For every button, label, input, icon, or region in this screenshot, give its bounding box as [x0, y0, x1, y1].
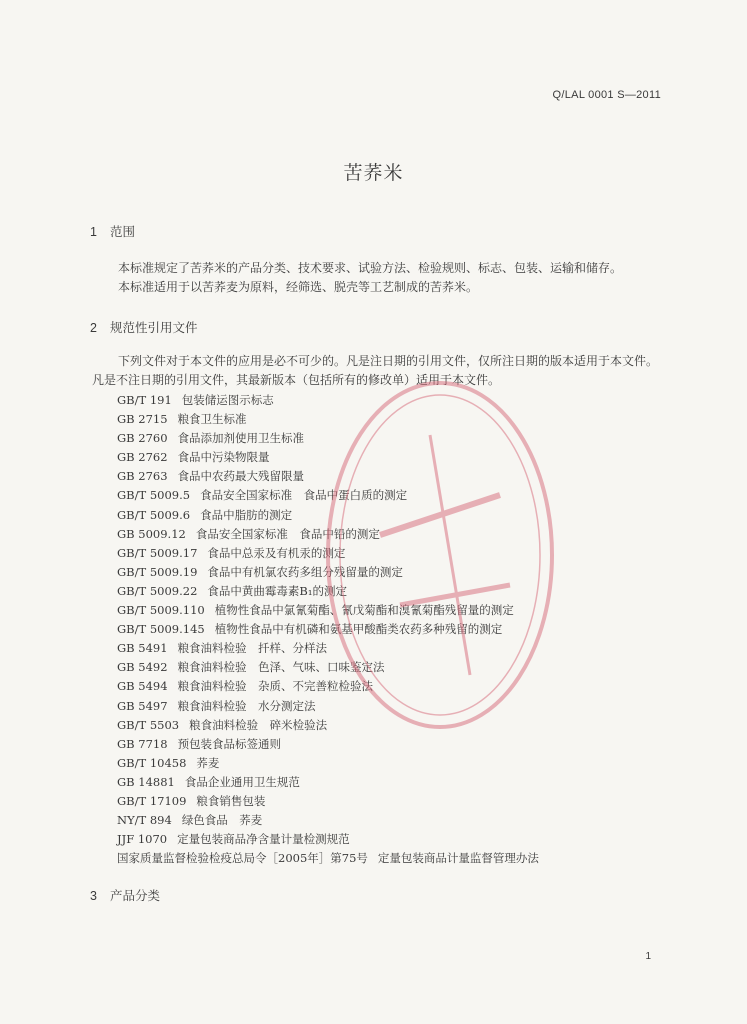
section-heading-scope — [90, 222, 135, 240]
reference-title: 食品中总汞及有机汞的测定 — [207, 545, 346, 560]
reference-title: 食品企业通用卫生规范 — [184, 774, 300, 789]
reference-code: GB 2715 — [117, 412, 168, 427]
reference-title: 粮食油料检验 水分测定法 — [177, 698, 316, 713]
reference-title: 荞麦 — [196, 755, 220, 770]
reference-title: 粮食油料检验 杂质、不完善粒检验法 — [177, 679, 374, 694]
reference-title: 植物性食品中有机磷和氨基甲酸酯类农药多种残留的测定 — [214, 622, 503, 637]
page-title: 苦荞米 — [343, 162, 404, 184]
scope-paragraph — [92, 259, 662, 297]
reference-item — [117, 735, 539, 754]
reference-title: 食品中农药最大残留限量 — [177, 469, 305, 484]
section-title: 产品分类 — [110, 889, 161, 903]
reference-code: JJF 1070 — [117, 832, 168, 847]
reference-code: GB/T 191 — [117, 393, 172, 407]
reference-item — [117, 849, 539, 868]
reference-code: GB/T 17109 — [117, 793, 187, 808]
reference-code: GB/T 5009.145 — [117, 622, 205, 637]
reference-code: GB/T 5009.17 — [117, 545, 198, 560]
reference-title: 定量包装商品净含量计量检测规范 — [177, 832, 350, 847]
reference-code: GB 2762 — [117, 450, 168, 465]
reference-title: 食品安全国家标准 食品中蛋白质的测定 — [200, 488, 408, 503]
reference-code: GB/T 5009.5 — [117, 488, 191, 503]
reference-code: GB/T 5009.22 — [117, 583, 198, 598]
reference-title: 定量包装商品计量监督管理办法 — [377, 851, 539, 866]
reference-title: 植物性食品中氯氰菊酯、氰戊菊酯和溴氰菊酯残留量的测定 — [214, 603, 514, 618]
reference-code: GB 5009.12 — [117, 526, 186, 541]
reference-code: GB 7718 — [117, 736, 168, 751]
reference-code: GB 5494 — [117, 679, 168, 694]
reference-code: GB 5497 — [117, 698, 168, 713]
section-title: 规范性引用文件 — [110, 321, 198, 335]
reference-title: 食品中有机氯农药多组分残留量的测定 — [207, 564, 403, 579]
reference-title: 粮食油料检验 碎米检验法 — [189, 717, 328, 732]
reference-code: GB 2760 — [117, 431, 168, 446]
reference-item — [117, 773, 539, 792]
reference-code: NY/T 894 — [117, 813, 172, 828]
scope-line-1: 本标准规定了苦荞米的产品分类、技术要求、试验方法、检验规则、标志、包装、运输和储存。 — [118, 261, 623, 275]
reference-title: 粮食卫生标准 — [177, 412, 247, 427]
section-number: 2 — [90, 321, 97, 335]
standard-code: Q/LAL 0001 S—2011 — [552, 89, 661, 101]
reference-code: GB/T 5009.19 — [117, 564, 198, 579]
section-heading-classification — [90, 886, 160, 904]
reference-title: 包装储运图示标志 — [181, 393, 274, 407]
reference-title: 食品中黄曲霉毒素B₁的测定 — [207, 583, 347, 598]
reference-title: 绿色食品 荞麦 — [181, 813, 263, 828]
section-title: 范围 — [110, 225, 136, 239]
official-seal-stamp — [320, 375, 560, 735]
reference-code: GB/T 5503 — [117, 717, 180, 732]
reference-title: 粮食油料检验 扦样、分样法 — [177, 641, 328, 656]
reference-code: GB 5491 — [117, 641, 168, 656]
reference-title: 食品中脂肪的测定 — [200, 507, 293, 522]
page-number: 1 — [645, 951, 651, 962]
reference-title: 粮食油料检验 色泽、气味、口味鉴定法 — [177, 660, 385, 675]
section-number: 3 — [90, 889, 97, 903]
reference-code: GB 14881 — [117, 774, 175, 789]
reference-title: 粮食销售包装 — [196, 793, 266, 808]
reference-code: GB 2763 — [117, 469, 168, 484]
reference-code: GB/T 5009.6 — [117, 507, 191, 522]
reference-item — [117, 811, 539, 830]
reference-code: 国家质量监督检验检疫总局令［2005年］第75号 — [117, 851, 368, 866]
scope-line-2: 本标准适用于以苦荞麦为原料，经筛选、脱壳等工艺制成的苦荞米。 — [118, 280, 479, 294]
reference-title: 预包装食品标签通则 — [177, 736, 282, 751]
reference-code: GB/T 10458 — [117, 755, 187, 770]
reference-code: GB 5492 — [117, 660, 168, 675]
section-number: 1 — [90, 225, 97, 239]
reference-title: 食品添加剂使用卫生标准 — [177, 431, 305, 446]
section-heading-references — [90, 318, 198, 336]
reference-code: GB/T 5009.110 — [117, 603, 205, 618]
references-intro: 下列文件对于本文件的应用是必不可少的。凡是注日期的引用文件，仅所注日期的版本适用于本文件。凡是不注日期的引用文件，其最新版本（包括所有的修改单）适用于本文件。 — [92, 354, 659, 387]
reference-item — [117, 830, 539, 849]
reference-title: 食品中污染物限量 — [177, 450, 270, 465]
reference-item — [117, 792, 539, 811]
reference-title: 食品安全国家标准 食品中铅的测定 — [195, 526, 380, 541]
reference-item — [117, 754, 539, 773]
